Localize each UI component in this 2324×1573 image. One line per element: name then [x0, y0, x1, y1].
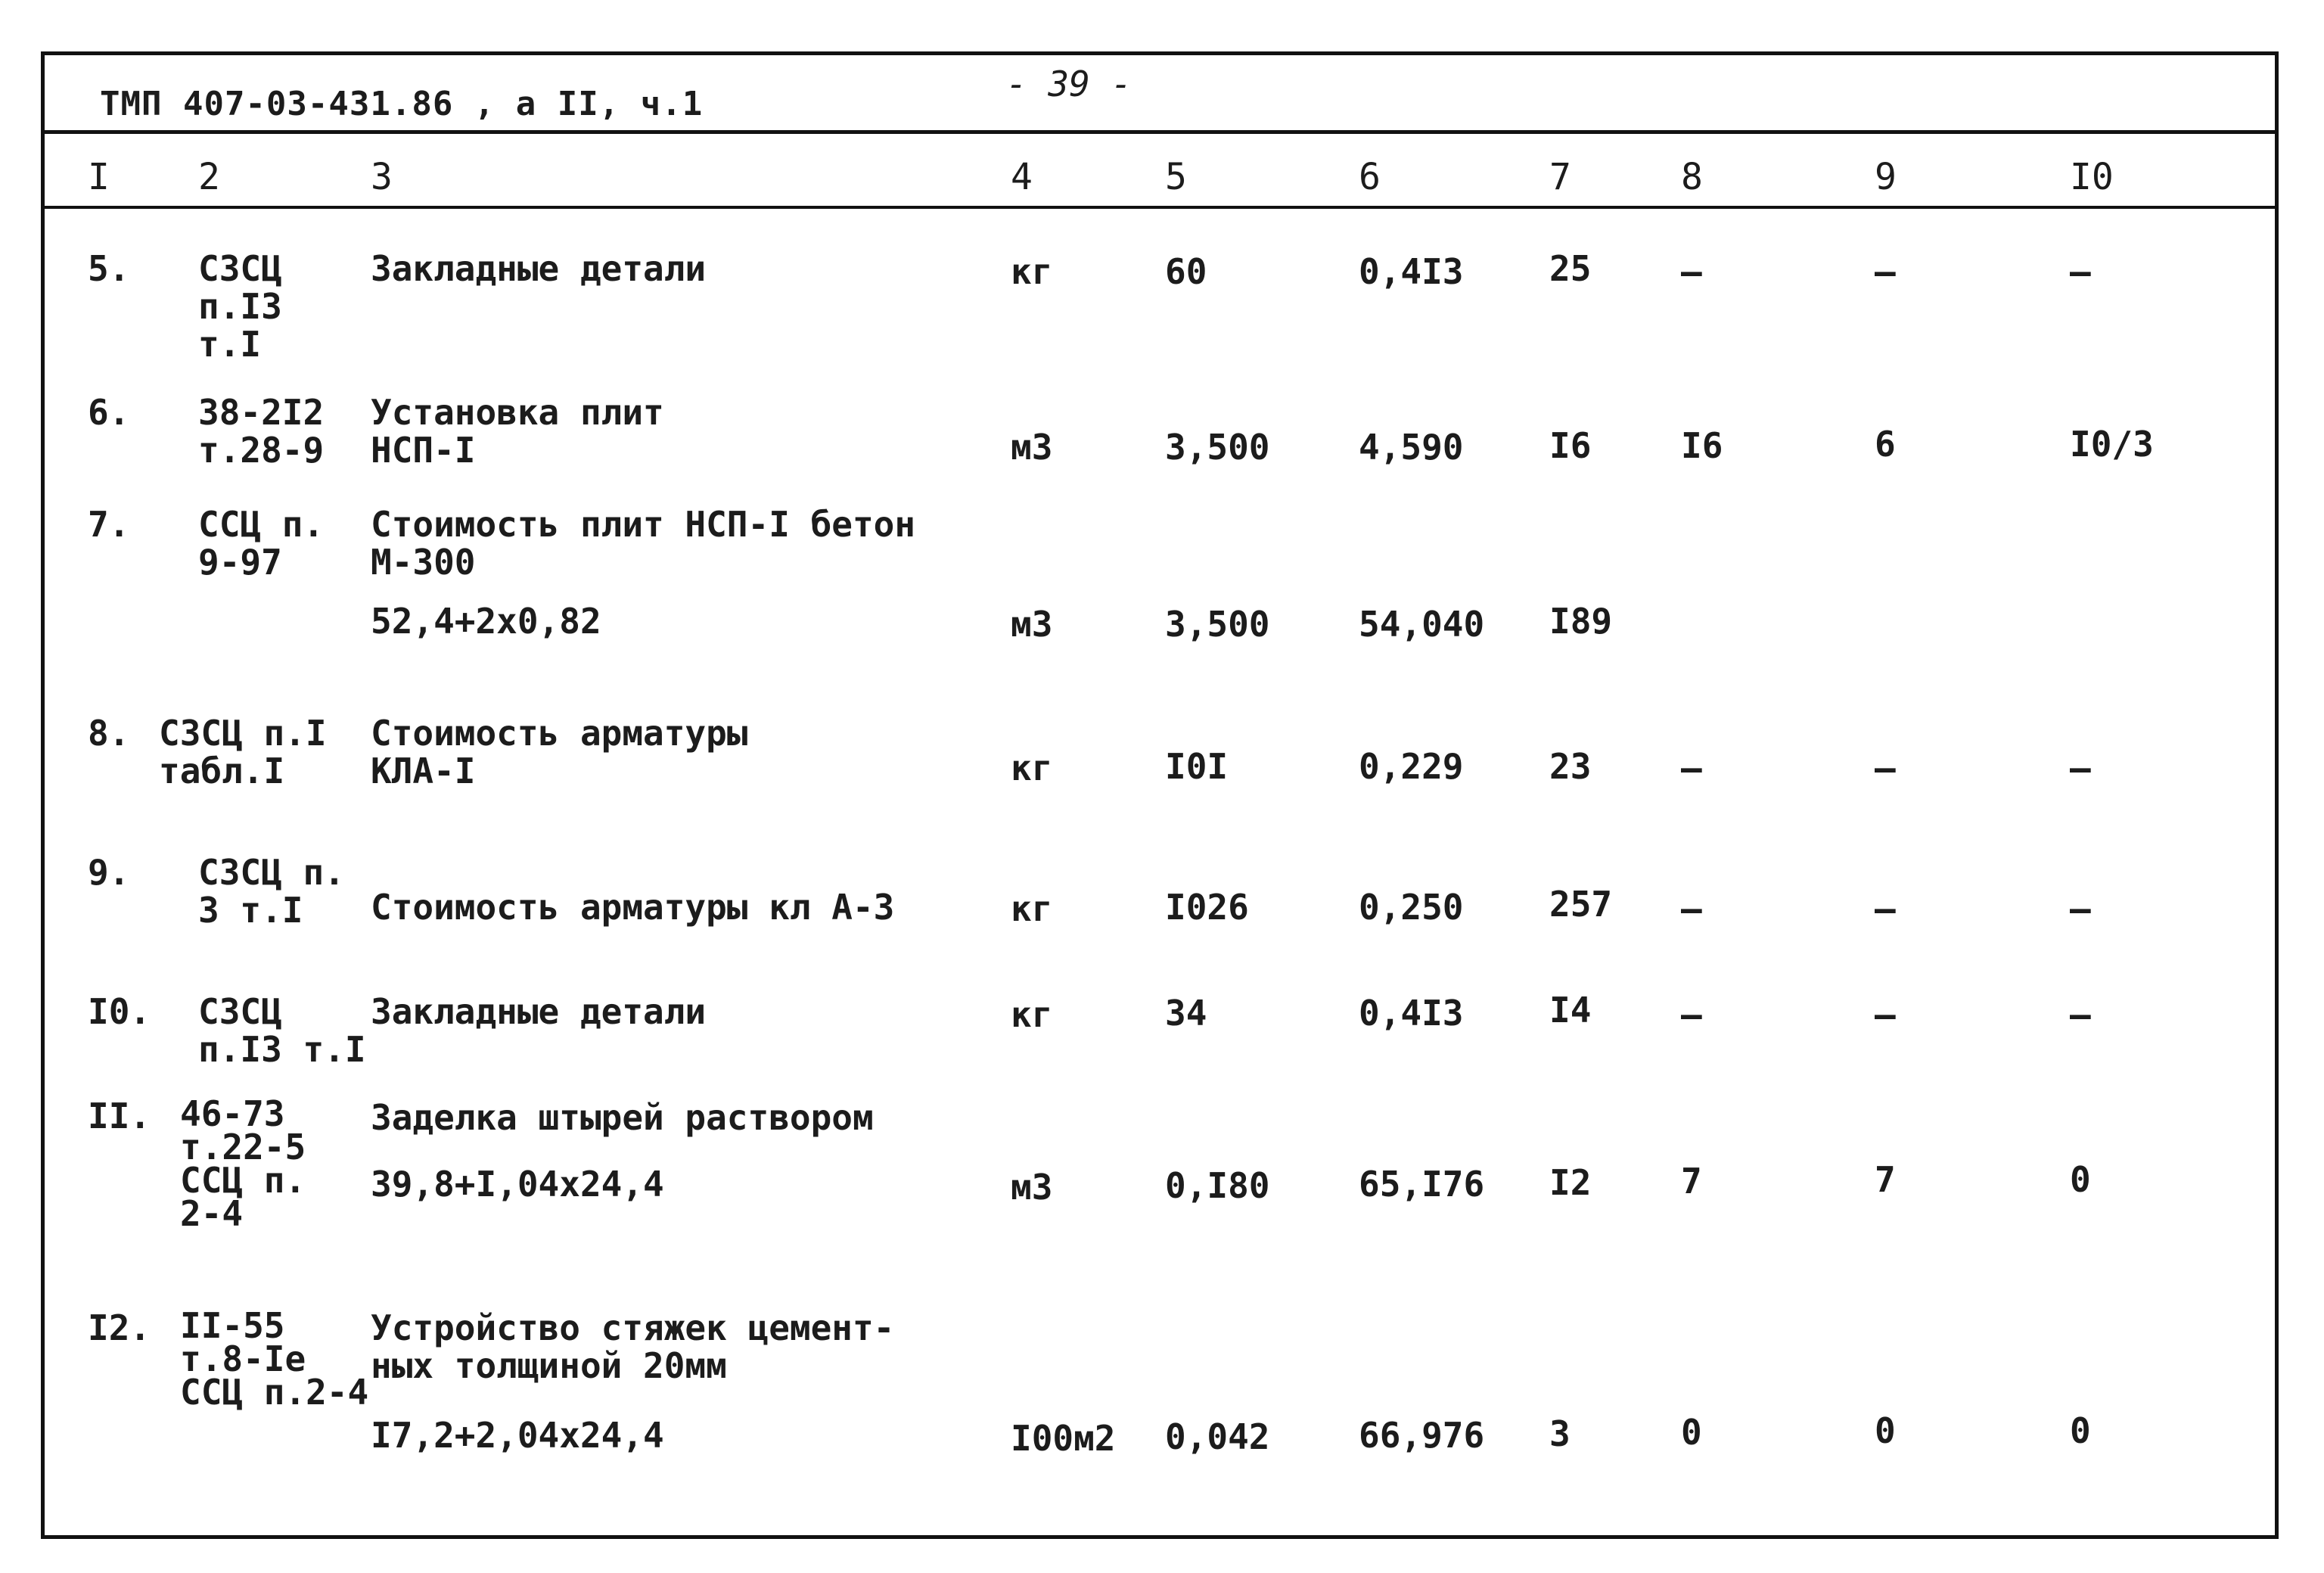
row-reference: СЗСЦ п.I3 т.I [198, 248, 282, 365]
row-number: 6. [88, 392, 130, 433]
row-number: II. [88, 1096, 151, 1136]
row-unit-price: 54,040 [1359, 604, 1485, 645]
row-name: Стоимость арматуры КЛА-I [371, 713, 748, 791]
row-unit-price: 0,4I3 [1359, 251, 1464, 292]
row-formula: 52,4+2х0,82 [371, 601, 601, 642]
row-col10: 0 [2070, 1410, 2091, 1451]
col-header-3: 3 [371, 156, 393, 198]
row-reference: СЗСЦ п.I табл.I [159, 713, 327, 791]
row-number: 8. [88, 713, 130, 754]
row-number: I0. [88, 991, 151, 1032]
row-total: 25 [1549, 248, 1592, 289]
row-col9: 7 [1875, 1159, 1896, 1200]
row-reference: 38-2I2 т.28-9 [198, 392, 325, 471]
row-quantity: 34 [1165, 993, 1207, 1034]
row-col9: 0 [1875, 1410, 1896, 1451]
row-unit: м3 [1011, 427, 1053, 468]
header-divider [41, 130, 2279, 134]
row-unit: кг [1011, 994, 1053, 1035]
row-name: Стоимость арматуры кл А-3 [371, 887, 895, 928]
row-number: 7. [88, 504, 130, 545]
col-header-9: 9 [1875, 156, 1897, 198]
row-col9: – [1875, 888, 1896, 929]
col-header-1: I [88, 156, 110, 198]
row-unit: I00м2 [1011, 1418, 1116, 1459]
row-unit-price: 65,I76 [1359, 1164, 1485, 1205]
row-quantity: 3,500 [1165, 604, 1270, 645]
row-col8: – [1681, 251, 1702, 292]
row-reference: II-55 т.8-Iе ССЦ п.2-4 [180, 1305, 369, 1413]
row-formula: I7,2+2,04х24,4 [371, 1415, 664, 1456]
row-col9: – [1875, 748, 1896, 788]
row-reference: ССЦ п. 9-97 [198, 504, 325, 583]
row-col8: 7 [1681, 1161, 1702, 1202]
col-header-7: 7 [1549, 156, 1571, 198]
row-total: I2 [1549, 1162, 1592, 1203]
row-col9: – [1875, 994, 1896, 1035]
row-reference: СЗСЦ п. 3 т.I [198, 852, 345, 931]
row-number: 5. [88, 248, 130, 289]
row-total: I4 [1549, 990, 1592, 1031]
row-unit: кг [1011, 251, 1053, 292]
row-name: Устройство стяжек цемент- ных толщиной 20мм [371, 1307, 895, 1386]
col-header-2: 2 [198, 156, 220, 198]
row-col10: – [2070, 888, 2091, 929]
column-header-divider [41, 206, 2279, 209]
row-col8: 0 [1681, 1412, 1702, 1453]
col-header-10: I0 [2070, 156, 2114, 198]
row-total: I6 [1549, 425, 1592, 466]
row-col8: – [1681, 748, 1702, 788]
row-quantity: I0I [1165, 746, 1229, 787]
row-total: 257 [1549, 884, 1613, 925]
row-total: 23 [1549, 746, 1592, 787]
row-name: Закладные детали [371, 991, 707, 1032]
row-unit: кг [1011, 888, 1053, 929]
row-quantity: 0,I80 [1165, 1165, 1270, 1206]
row-number: 9. [88, 852, 130, 893]
row-unit: м3 [1011, 604, 1053, 645]
row-col9: – [1875, 251, 1896, 292]
row-unit: м3 [1011, 1167, 1053, 1208]
col-header-8: 8 [1681, 156, 1703, 198]
row-col10: 0 [2070, 1159, 2091, 1200]
row-quantity: 60 [1165, 251, 1207, 292]
row-quantity: I026 [1165, 887, 1249, 928]
row-unit-price: 0,4I3 [1359, 993, 1464, 1034]
row-col8: – [1681, 994, 1702, 1035]
row-total: 3 [1549, 1413, 1571, 1454]
col-header-4: 4 [1011, 156, 1033, 198]
row-col10: – [2070, 994, 2091, 1035]
row-unit-price: 66,976 [1359, 1415, 1485, 1456]
row-unit-price: 0,250 [1359, 887, 1464, 928]
row-name: Установка плит НСП-I [371, 392, 664, 471]
row-unit: кг [1011, 748, 1053, 788]
row-col10: – [2070, 251, 2091, 292]
row-reference: 46-73 т.22-5 ССЦ п. 2-4 [180, 1093, 306, 1234]
page-number: - 39 - [1006, 64, 1132, 104]
row-formula: 39,8+I,04х24,4 [371, 1164, 664, 1205]
row-col8: I6 [1681, 425, 1723, 466]
row-name: Закладные детали [371, 248, 707, 289]
col-header-5: 5 [1165, 156, 1187, 198]
row-unit-price: 0,229 [1359, 746, 1464, 787]
col-header-6: 6 [1359, 156, 1381, 198]
row-name: Заделка штырей раствором [371, 1097, 874, 1138]
row-reference: СЗСЦ п.I3 т.I [198, 991, 366, 1070]
row-col10: – [2070, 748, 2091, 788]
row-name: Стоимость плит НСП-I бетон М-300 [371, 504, 916, 583]
row-col8: – [1681, 888, 1702, 929]
row-total: I89 [1549, 601, 1613, 642]
row-number: I2. [88, 1307, 151, 1348]
row-quantity: 3,500 [1165, 427, 1270, 468]
row-unit-price: 4,590 [1359, 427, 1464, 468]
row-col9: 6 [1875, 424, 1896, 465]
row-quantity: 0,042 [1165, 1416, 1270, 1457]
row-col10: I0/3 [2070, 424, 2154, 465]
document-code: ТМП 407-03-431.86 , а II, ч.1 [100, 85, 704, 123]
